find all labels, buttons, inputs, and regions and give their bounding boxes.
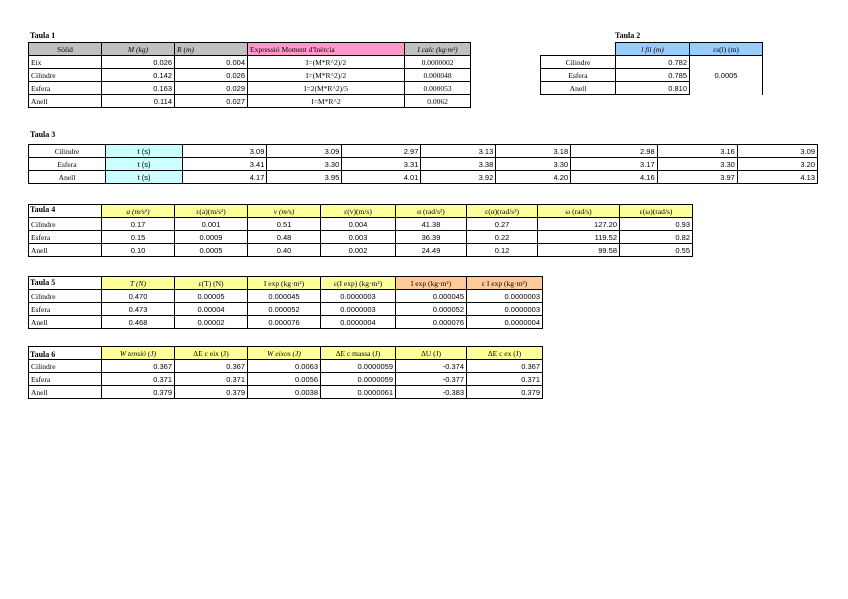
table-cell: 0.10 [102, 244, 175, 257]
table-row [29, 218, 693, 231]
table-cell: 0.93 [620, 218, 693, 231]
taula3-table [28, 144, 818, 184]
table-cell: 0.000052 [248, 303, 321, 316]
row-label: Esfera [29, 158, 106, 171]
table-cell: 4.17 [183, 171, 267, 184]
table-cell: 0.0000061 [321, 386, 396, 399]
table-cell: 0.27 [467, 218, 538, 231]
table-cell: 3.18 [496, 145, 571, 158]
row-unit-label: t (s) [106, 145, 183, 158]
taula4-table [28, 204, 693, 257]
table-cell: 0.51 [248, 218, 321, 231]
table-row [29, 82, 471, 95]
table-row [29, 290, 543, 303]
table-cell: 3.95 [267, 171, 342, 184]
table-cell: 0.371 [175, 373, 248, 386]
row-unit-label: t (s) [106, 158, 183, 171]
header-spacer [29, 277, 102, 290]
table-row [29, 244, 693, 257]
table-cell: 4.01 [342, 171, 421, 184]
table-cell: 3.38 [421, 158, 496, 171]
row-label: Anell [541, 82, 616, 95]
row-label: Cilindre [29, 145, 106, 158]
table-cell: 0.000053 [405, 82, 471, 95]
table-cell: 0.0000004 [467, 316, 543, 329]
header-cell: α (rad/s²) [396, 205, 467, 218]
error-cell: 0.0005 [690, 56, 763, 95]
header-cell: ε I exp (kg·m²) [467, 277, 543, 290]
table-cell: 0.001 [175, 218, 248, 231]
table-cell: 0.0009 [175, 231, 248, 244]
table-cell: 3.30 [657, 158, 737, 171]
table-cell: 0.379 [102, 386, 175, 399]
table-cell: 0.026 [175, 69, 248, 82]
row-unit-label: t (s) [106, 171, 183, 184]
row-label: Esfera [29, 82, 102, 95]
table-cell: 0.004 [321, 218, 396, 231]
table-row [29, 386, 543, 399]
table-cell: I=M*R^2 [248, 95, 405, 108]
table-cell: 0.0000059 [321, 373, 396, 386]
header-cell: R (m) [175, 43, 248, 56]
header-cell: W tensió (J) [102, 347, 175, 360]
header-cell: ω (rad/s) [538, 205, 620, 218]
table-cell: 3.30 [267, 158, 342, 171]
header-cell: ε(I exp) (kg·m²) [321, 277, 396, 290]
table-cell: 36.39 [396, 231, 467, 244]
header-cell: W eixos (J) [248, 347, 321, 360]
table-cell: 0.470 [102, 290, 175, 303]
table-cell: 0.0062 [405, 95, 471, 108]
table-cell: 127.20 [538, 218, 620, 231]
table-cell: 0.00004 [175, 303, 248, 316]
table-row [29, 69, 471, 82]
header-cell: I calc (kg·m²) [405, 43, 471, 56]
table-cell: 0.55 [620, 244, 693, 257]
table-cell: 0.0056 [248, 373, 321, 386]
table-cell: 0.0000003 [321, 303, 396, 316]
table-row [29, 373, 543, 386]
table-cell: I=2(M*R^2)/5 [248, 82, 405, 95]
header-spacer [29, 347, 102, 360]
table-cell: 3.97 [657, 171, 737, 184]
row-label: Cilindre [29, 360, 102, 373]
table-cell: 0.0038 [248, 386, 321, 399]
table-header-row [29, 43, 471, 56]
table-cell: 0.114 [102, 95, 175, 108]
taula2-table [540, 42, 763, 95]
table-cell: 3.31 [342, 158, 421, 171]
table-cell: 0.026 [102, 56, 175, 69]
table-cell: 3.09 [267, 145, 342, 158]
row-label: Anell [29, 244, 102, 257]
table-cell: 0.142 [102, 69, 175, 82]
taula4-title: Taula 4 [30, 205, 56, 214]
header-cell: T (N) [102, 277, 175, 290]
header-cell: ΔU (J) [396, 347, 467, 360]
table-row [29, 171, 818, 184]
row-label: Anell [29, 386, 102, 399]
table-cell: 0.000048 [405, 69, 471, 82]
table-cell: 4.13 [737, 171, 817, 184]
table-cell: 0.22 [467, 231, 538, 244]
table-cell: 3.16 [657, 145, 737, 158]
header-cell: I exp (kg·m²) [248, 277, 321, 290]
table-cell: 0.000076 [396, 316, 467, 329]
header-cell: a (m/s²) [102, 205, 175, 218]
table-row [29, 158, 818, 171]
table-cell: I=(M*R^2)/2 [248, 56, 405, 69]
table-cell: 0.00002 [175, 316, 248, 329]
taula1-title: Taula 1 [30, 31, 56, 40]
table-cell: 0.029 [175, 82, 248, 95]
table-cell: 0.473 [102, 303, 175, 316]
table-cell: 0.0063 [248, 360, 321, 373]
header-cell [541, 43, 616, 56]
table-cell: -0.383 [396, 386, 467, 399]
table-cell: 0.48 [248, 231, 321, 244]
table-cell: 3.20 [737, 158, 817, 171]
table-cell: 4.16 [571, 171, 657, 184]
header-cell: ΔE c massa (J) [321, 347, 396, 360]
table-cell: 3.13 [421, 145, 496, 158]
header-cell: ε(α)(rad/s²) [467, 205, 538, 218]
header-cell: ε(a)(m/s²) [175, 205, 248, 218]
table-cell: I=(M*R^2)/2 [248, 69, 405, 82]
table-cell: 3.17 [571, 158, 657, 171]
table-cell: 2.97 [342, 145, 421, 158]
table-cell: 0.00005 [175, 290, 248, 303]
table-cell: 0.17 [102, 218, 175, 231]
table-cell: 3.09 [737, 145, 817, 158]
table-cell: 3.92 [421, 171, 496, 184]
table-cell: 0.003 [321, 231, 396, 244]
header-cell: Expressió Moment d'Inèrcia [248, 43, 405, 56]
taula2-title: Taula 2 [615, 31, 641, 40]
table-cell: 0.163 [102, 82, 175, 95]
taula5-table [28, 276, 543, 329]
header-cell: εs(l) (m) [690, 43, 763, 56]
table-cell: -0.377 [396, 373, 467, 386]
table-cell: 4.20 [496, 171, 571, 184]
table-cell: 0.0000004 [321, 316, 396, 329]
taula6-table [28, 346, 543, 399]
row-label: Anell [29, 171, 106, 184]
table-cell: 0.379 [467, 386, 543, 399]
table-cell: 0.000045 [396, 290, 467, 303]
table-cell: 0.000045 [248, 290, 321, 303]
row-label: Esfera [29, 303, 102, 316]
table-row [29, 316, 543, 329]
table-row [29, 145, 818, 158]
row-label: Esfera [29, 373, 102, 386]
table-cell: 3.09 [183, 145, 267, 158]
table-cell: 41.38 [396, 218, 467, 231]
table-cell: 24.49 [396, 244, 467, 257]
table-cell: 0.379 [175, 386, 248, 399]
table-row [29, 231, 693, 244]
table-cell: 99.58 [538, 244, 620, 257]
header-cell: ε(ω)(rad/s) [620, 205, 693, 218]
table-cell: 0.000052 [396, 303, 467, 316]
table-row [29, 360, 543, 373]
header-cell: v (m/s) [248, 205, 321, 218]
table-cell: 0.000076 [248, 316, 321, 329]
header-cell: ε(T) (N) [175, 277, 248, 290]
row-label: Cilindre [29, 69, 102, 82]
table-cell: 0.40 [248, 244, 321, 257]
taula6-title: Taula 6 [30, 350, 56, 359]
row-label: Cilindre [29, 218, 102, 231]
taula5-title: Taula 5 [30, 278, 56, 287]
row-label: Eix [29, 56, 102, 69]
header-cell: ε(v)(m/s) [321, 205, 396, 218]
table-cell: 0.468 [102, 316, 175, 329]
header-cell: I exp (kg·m²) [396, 277, 467, 290]
table-cell: 0.002 [321, 244, 396, 257]
table-cell: 0.15 [102, 231, 175, 244]
table-row [29, 95, 471, 108]
table-cell: 0.367 [102, 360, 175, 373]
header-cell: ΔE c eix (J) [175, 347, 248, 360]
header-cell: l fil (m) [616, 43, 690, 56]
table-cell: 0.782 [616, 56, 690, 69]
table-cell: 0.004 [175, 56, 248, 69]
table-cell: 3.41 [183, 158, 267, 171]
row-label: Anell [29, 95, 102, 108]
table-header-row [541, 43, 763, 56]
table-header-row [29, 205, 693, 218]
table-row [541, 56, 763, 69]
table-cell: 0.0000002 [405, 56, 471, 69]
table-cell: 2.98 [571, 145, 657, 158]
taula1-table [28, 42, 471, 108]
header-spacer [29, 205, 102, 218]
table-cell: 0.12 [467, 244, 538, 257]
row-label: Anell [29, 316, 102, 329]
table-cell: 3.30 [496, 158, 571, 171]
header-cell: M (kg) [102, 43, 175, 56]
table-cell: 0.0000059 [321, 360, 396, 373]
row-label: Cilindre [29, 290, 102, 303]
table-cell: 0.367 [467, 360, 543, 373]
table-cell: 0.0000003 [467, 290, 543, 303]
taula3-title: Taula 3 [30, 130, 56, 139]
table-cell: 0.371 [102, 373, 175, 386]
row-label: Cilindre [541, 56, 616, 69]
header-cell: Sòlid [29, 43, 102, 56]
table-row [29, 303, 543, 316]
table-header-row [29, 347, 543, 360]
row-label: Esfera [29, 231, 102, 244]
table-cell: 119.52 [538, 231, 620, 244]
table-cell: 0.371 [467, 373, 543, 386]
table-cell: 0.027 [175, 95, 248, 108]
table-row [29, 56, 471, 69]
table-cell: 0.0005 [175, 244, 248, 257]
table-cell: 0.0000003 [321, 290, 396, 303]
table-header-row [29, 277, 543, 290]
table-cell: 0.810 [616, 82, 690, 95]
table-cell: -0.374 [396, 360, 467, 373]
table-cell: 0.367 [175, 360, 248, 373]
table-cell: 0.785 [616, 69, 690, 82]
header-cell: ΔE c ex (J) [467, 347, 543, 360]
table-cell: 0.0000003 [467, 303, 543, 316]
table-cell: 0.82 [620, 231, 693, 244]
row-label: Esfera [541, 69, 616, 82]
